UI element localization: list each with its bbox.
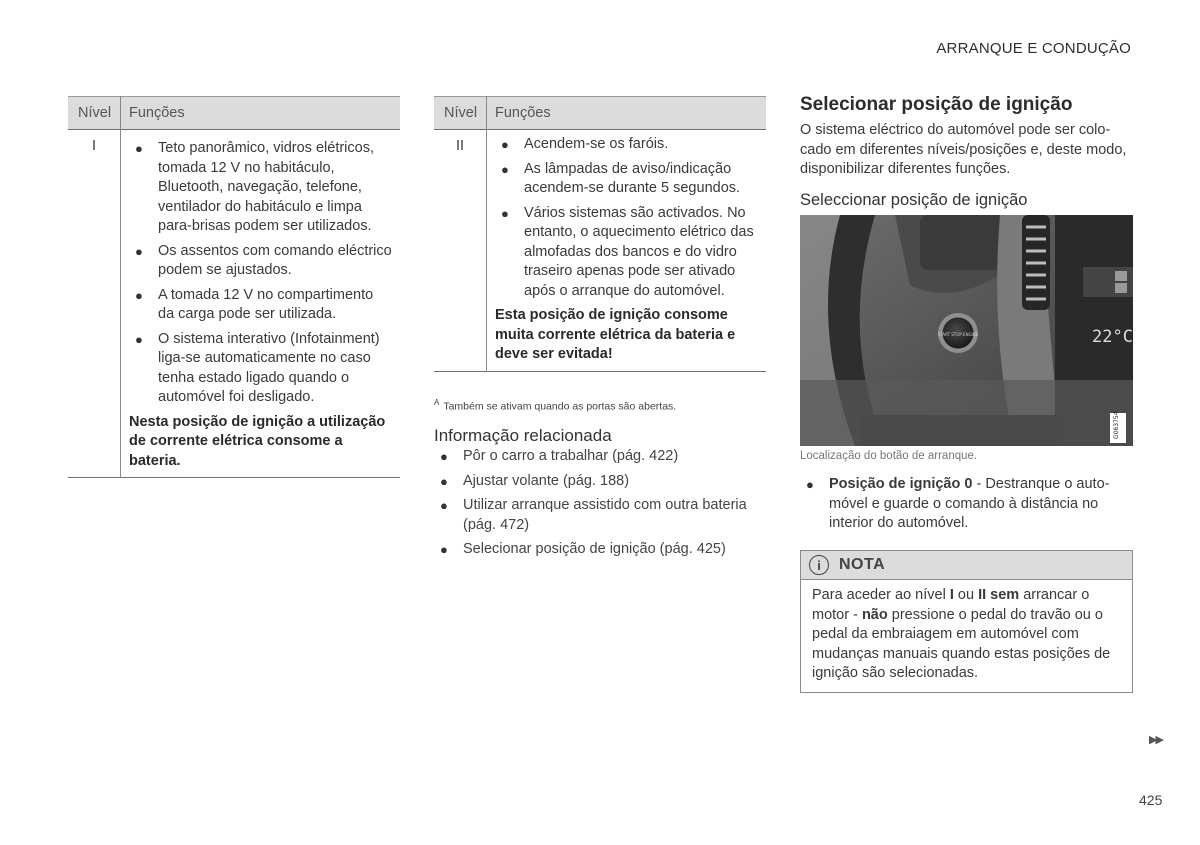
position-text: - Destranque o automóvel e guarde o comando à distância no interior do automóvel.: [829, 476, 1110, 531]
note-header: [801, 551, 1132, 580]
note-box: [800, 550, 1133, 693]
related-info-list: [434, 447, 769, 565]
display-temperature: 22°C: [1092, 327, 1133, 347]
dashboard-illustration: [800, 215, 1133, 446]
list-item: ● As lâmpadas de aviso/indicação acendem-se durante 5 segundos.: [501, 160, 741, 196]
ignition-level-table-2: [434, 96, 766, 372]
bullet-icon: ●: [501, 161, 509, 177]
list-item: ● Acendem-se os faróis.: [495, 135, 758, 155]
section-title: Selecionar posição de ignição: [800, 94, 1073, 115]
bullet-icon: ●: [440, 542, 448, 557]
footnote-text: Também se ativam quando as portas são abertas.: [443, 400, 677, 413]
functions-list: [495, 135, 758, 301]
bullet-icon: ●: [135, 287, 143, 303]
bullet-icon: ●: [135, 141, 143, 156]
start-stop-button: START STOP ENGINE: [937, 332, 979, 337]
table-row: [434, 130, 766, 372]
footnote: [434, 398, 676, 413]
warning-note: Nesta posição de ignição a utilização de corrente elétrica consome a bateria.: [129, 413, 386, 469]
continue-arrow-icon: ▶▶: [1149, 734, 1162, 746]
related-info-title: Informação relacionada: [434, 426, 612, 445]
photo-caption: Localização do botão de arranque.: [800, 450, 978, 462]
bullet-icon: ●: [806, 477, 814, 492]
bullet-icon: ●: [135, 243, 143, 259]
table-row: [68, 130, 400, 478]
column-header-functions: Funções: [487, 97, 767, 130]
related-link[interactable]: ● Selecionar posição de ignição (pág. 425): [434, 540, 769, 560]
start-button-photo: [800, 215, 1133, 446]
bullet-icon: ●: [501, 137, 509, 152]
list-item: [800, 475, 1135, 534]
position-label: Posição de ignição 0: [829, 476, 973, 492]
column-header-level: Nível: [68, 97, 121, 130]
note-title: NOTA: [839, 556, 886, 573]
bullet-icon: ●: [440, 498, 448, 513]
warning-note: Esta posição de ignição consome muita corrente elétrica da bateria e deve ser evitada!: [495, 307, 736, 362]
functions-cell: [487, 130, 767, 372]
bullet-icon: ●: [440, 473, 448, 489]
related-link[interactable]: ● Utilizar arranque assistido com outra bateria (pág. 472): [440, 497, 747, 533]
list-item: ● O sistema interativo (Infotainment) liga-se automaticamente no caso tenha estado ligado quando o automóvel foi desligado.: [135, 330, 380, 405]
section-intro: O sistema eléctrico do automóvel pode ser colocado em diferentes níveis/posições e, deste modo, disponibilizar diferentes funções.: [800, 122, 1127, 177]
bullet-icon: ●: [440, 449, 448, 464]
ignition-position-list: [800, 475, 1135, 539]
list-item: ● Vários sistemas são activados. No entanto, o aquecimento elétrico das almofadas dos bancos e do vidro traseiro apenas pode ser ativado após o arranque do automóvel.: [501, 204, 754, 299]
list-item: ● Teto panorâmico, vidros elétricos, tomada 12 V no habitáculo, Bluetooth, navegação, telefone, ventilador do habitáculo e limpa para-brisas podem ser utilizados.: [135, 140, 374, 234]
list-item: ● Os assentos com comando eléctrico podem se ajustados.: [135, 242, 392, 278]
related-link[interactable]: ● Pôr o carro a trabalhar (pág. 422): [434, 447, 769, 467]
ignition-level-table-1: [68, 96, 400, 478]
footnote-mark: A: [434, 398, 440, 407]
column-header-functions: Funções: [121, 97, 401, 130]
note-body: Para aceder ao nível I ou II sem arrancar o motor - não pressione o pedal do travão ou o pedal da embraiagem em automóvel com mudanças manuais quando estas posições de ignição são selecionadas.: [812, 587, 1111, 681]
running-header: ARRANQUE E CONDUÇÃO: [936, 40, 1131, 57]
functions-cell: [121, 130, 401, 478]
functions-list: [129, 139, 392, 408]
list-item: ● A tomada 12 V no compartimento da carga pode ser utilizada.: [135, 286, 374, 322]
column-header-level: Nível: [434, 97, 487, 130]
bullet-icon: ●: [135, 331, 143, 347]
level-value: II: [434, 130, 487, 372]
image-code: G063754: [1113, 411, 1120, 439]
related-link[interactable]: ● Ajustar volante (pág. 188): [434, 472, 769, 492]
level-value: I: [68, 130, 121, 478]
info-icon: i: [809, 555, 829, 575]
bullet-icon: ●: [501, 205, 509, 221]
subsection-title: Seleccionar posição de ignição: [800, 191, 1028, 209]
page-number: 425: [1139, 792, 1163, 808]
